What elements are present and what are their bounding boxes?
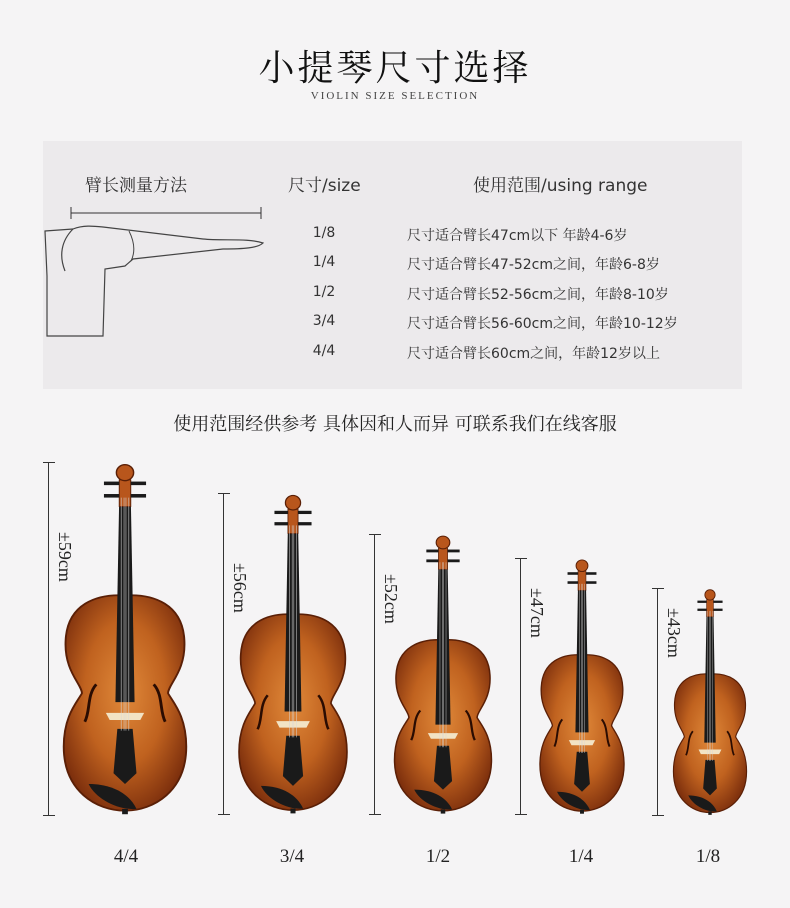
header-size: 尺寸/size <box>288 176 361 196</box>
table-row <box>43 254 742 278</box>
violin-size-label: 1/2 <box>425 846 451 867</box>
size-table-panel <box>43 141 742 389</box>
ruler-1-8 <box>652 588 684 816</box>
violin-image-4-4 <box>58 462 192 816</box>
violin-size-label: 1/4 <box>568 846 594 867</box>
violin-image-3-4 <box>234 493 352 815</box>
header-measure-method: 臂长测量方法 <box>85 176 187 196</box>
ruler-1-2 <box>369 534 401 815</box>
length-label: ±56cm <box>230 563 250 613</box>
row-size: 1/4 <box>312 254 336 270</box>
row-size: 1/8 <box>312 225 336 241</box>
length-label: ±47cm <box>527 588 547 638</box>
page-title: 小提琴尺寸选择 <box>258 48 532 89</box>
violin-size-label: 1/8 <box>695 846 721 867</box>
length-label: ±59cm <box>55 532 75 582</box>
table-row <box>43 313 742 337</box>
row-range: 尺寸适合臂长56-60cm之间，年龄10-12岁 <box>407 316 678 332</box>
row-size: 1/2 <box>312 284 336 300</box>
length-label: ±52cm <box>381 574 401 624</box>
ruler-3-4 <box>218 493 250 815</box>
table-row <box>43 284 742 308</box>
violin-image-1-4 <box>536 558 628 815</box>
violin-image-1-8 <box>670 588 750 816</box>
header-range: 使用范围/using range <box>473 176 648 196</box>
violin-size-label: 3/4 <box>279 846 305 867</box>
row-size: 4/4 <box>312 343 336 359</box>
ruler-4-4 <box>43 462 75 816</box>
row-range: 尺寸适合臂长47cm以下 年龄4-6岁 <box>407 228 628 244</box>
page-subtitle: VIOLIN SIZE SELECTION <box>310 90 480 102</box>
row-range: 尺寸适合臂长60cm之间，年龄12岁以上 <box>407 346 660 362</box>
violin-size-label: 4/4 <box>113 846 139 867</box>
row-range: 尺寸适合臂长52-56cm之间，年龄8-10岁 <box>407 287 669 303</box>
table-row <box>43 343 742 367</box>
ruler-1-4 <box>515 558 547 815</box>
table-row <box>43 225 742 249</box>
row-size: 3/4 <box>312 313 336 329</box>
usage-note: 使用范围经供参考 具体因和人而异 可联系我们在线客服 <box>173 414 617 435</box>
violin-image-1-2 <box>390 534 496 815</box>
row-range: 尺寸适合臂长47-52cm之间，年龄6-8岁 <box>407 257 660 273</box>
length-label: ±43cm <box>664 608 684 658</box>
